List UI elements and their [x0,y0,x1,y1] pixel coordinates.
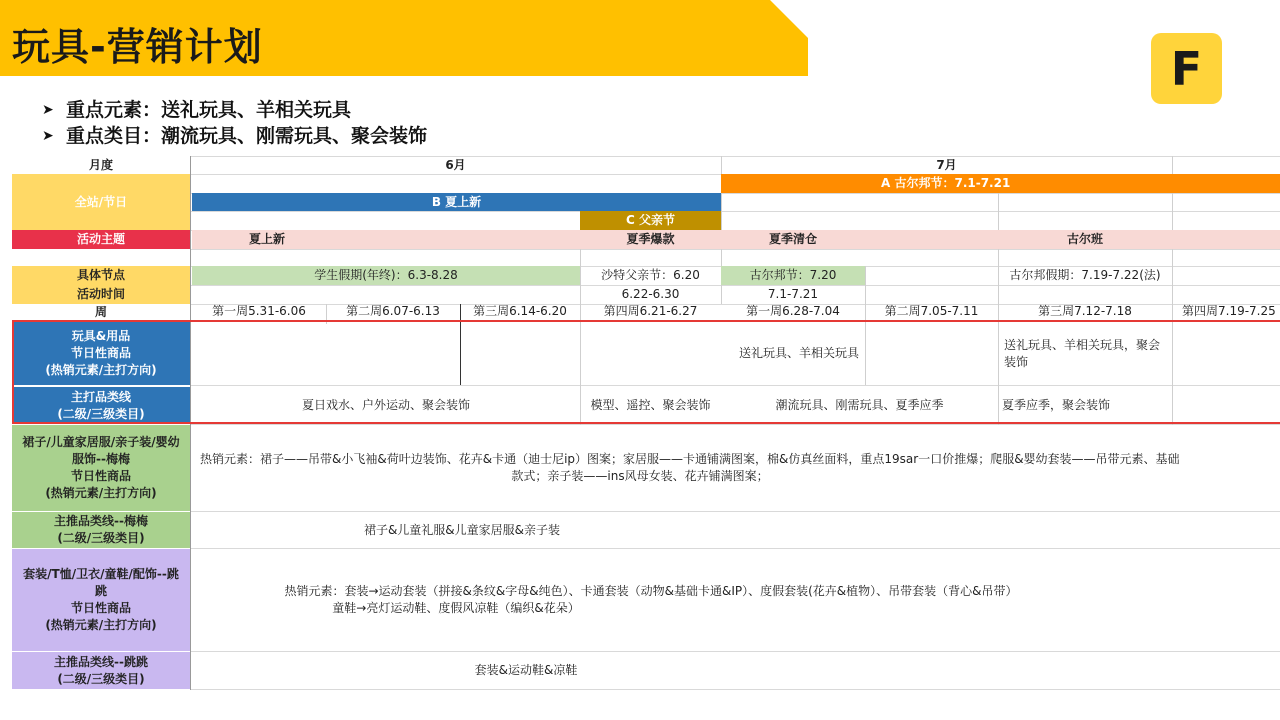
label-time: 活动时间 [12,285,190,304]
label-node: 具体节点 [12,266,190,285]
month-july: 7月 [936,157,957,172]
suit-main-cell: 套装&运动鞋&凉鞋 [474,663,578,677]
bar-a-festival: A 古尔邦节：7.1-7.21 [721,174,1280,193]
bullet-item: ➤ 重点类目：潮流玩具、刚需玩具、聚会装饰 [42,125,428,147]
brand-logo: F [1151,33,1222,104]
toys-main-cell: 模型、遥控、聚会装饰 [590,397,711,412]
week-5: 第一周6.28-7.04 [746,304,840,318]
label-kids-festival: 裙子/儿童家居服/亲子装/婴幼 服饰--梅梅 节日性商品 (热销元素/主打方向) [12,425,190,511]
toys-festival-cell: 送礼玩具、羊相关玩具，聚会装饰 [1004,337,1161,369]
toys-main-cell: 夏日戏水、户外运动、聚会装饰 [301,397,470,412]
week-3: 第三周6.14-6.20 [473,304,567,318]
label-toys-festival: 玩具&用品 节日性商品 (热销元素/主打方向) [12,322,190,385]
month-june: 6月 [445,157,466,172]
kids-festival-cell: 热销元素：裙子——吊带&小飞袖&荷叶边装饰、花卉&卡通（迪士尼ip）图案；家居服——卡通铺满图案，棉&仿真丝面料，重点19sar一口价推爆；爬服&婴幼套装——吊带元素、基础 款式；亲子装——ins风母女装、花卉铺满图案； [200,452,1180,483]
label-suit-festival: 套装/T恤/卫衣/童鞋/配饰--跳 跳 节日性商品 (热销元素/主打方向) [12,549,190,651]
arrow-bullet-icon: ➤ [42,102,54,118]
node-gurban-day: 古尔邦节：7.20 [721,266,865,285]
page-title: 玩具-营销计划 [12,25,263,69]
arrow-bullet-icon: ➤ [42,128,54,144]
grid-line [190,689,1280,690]
bar-c-fathers-day: C 父亲节 [580,211,721,230]
week-6: 第二周7.05-7.11 [884,304,979,318]
toys-main-cell: 夏季应季，聚会装饰 [1002,397,1111,412]
week-7: 第三周7.12-7.18 [1038,304,1132,318]
theme-summer-hot: 夏季爆款 [626,232,675,246]
node-gurban-holiday: 古尔邦假期：7.19-7.22(法) [1009,268,1161,282]
node-fathers-day: 沙特父亲节：6.20 [601,268,700,282]
label-theme: 活动主题 [12,230,190,249]
week-1: 第一周5.31-6.06 [212,304,306,318]
label-week: 周 [94,304,107,319]
week-4: 第四周6.21-6.27 [603,304,698,318]
label-suit-main: 主推品类线--跳跳 (二级/三级类目) [12,652,190,689]
theme-gurban: 古尔班 [1066,232,1103,246]
week-2: 第二周6.07-6.13 [346,304,440,318]
bullet-item: ➤ 重点元素：送礼玩具、羊相关玩具 [42,99,352,121]
bar-b-summer-new: B 夏上新 [192,193,721,211]
time-july: 7.1-7.21 [767,287,819,301]
time-late-june: 6.22-6.30 [621,287,680,301]
label-kids-main: 主推品类线--梅梅 (二级/三级类目) [12,512,190,548]
theme-summer-clearance: 夏季清仓 [768,232,817,246]
theme-summer-new: 夏上新 [248,232,285,246]
grid-line [190,249,1280,250]
grid-line [721,193,722,230]
label-site-festival: 全站/节日 [12,174,190,230]
toys-festival-cell: 送礼玩具、羊相关玩具 [738,346,859,360]
label-toys-main: 主打品类线 (二级/三级类目) [12,386,190,424]
kids-main-cell: 裙子&儿童礼服&儿童家居服&亲子装 [363,522,561,537]
week-8: 第四周7.19-7.25 [1182,304,1276,318]
node-student-holiday: 学生假期(年终)：6.3-8.28 [192,266,580,285]
suit-festival-cell: 热销元素：套装→运动套装（拼接&条纹&字母&纯色）、卡通套装（动物&基础卡通&IP）、度假套装(花卉&植物）、吊带套装（背心&吊带） 童鞋→亮灯运动鞋、度假风凉鞋（编织&花朵） [284,584,1018,615]
grid-line [190,211,1280,212]
month-header: 月度 [88,157,113,172]
highlight-box [12,320,1280,424]
toys-main-cell: 潮流玩具、刚需玩具、夏季应季 [775,397,944,412]
